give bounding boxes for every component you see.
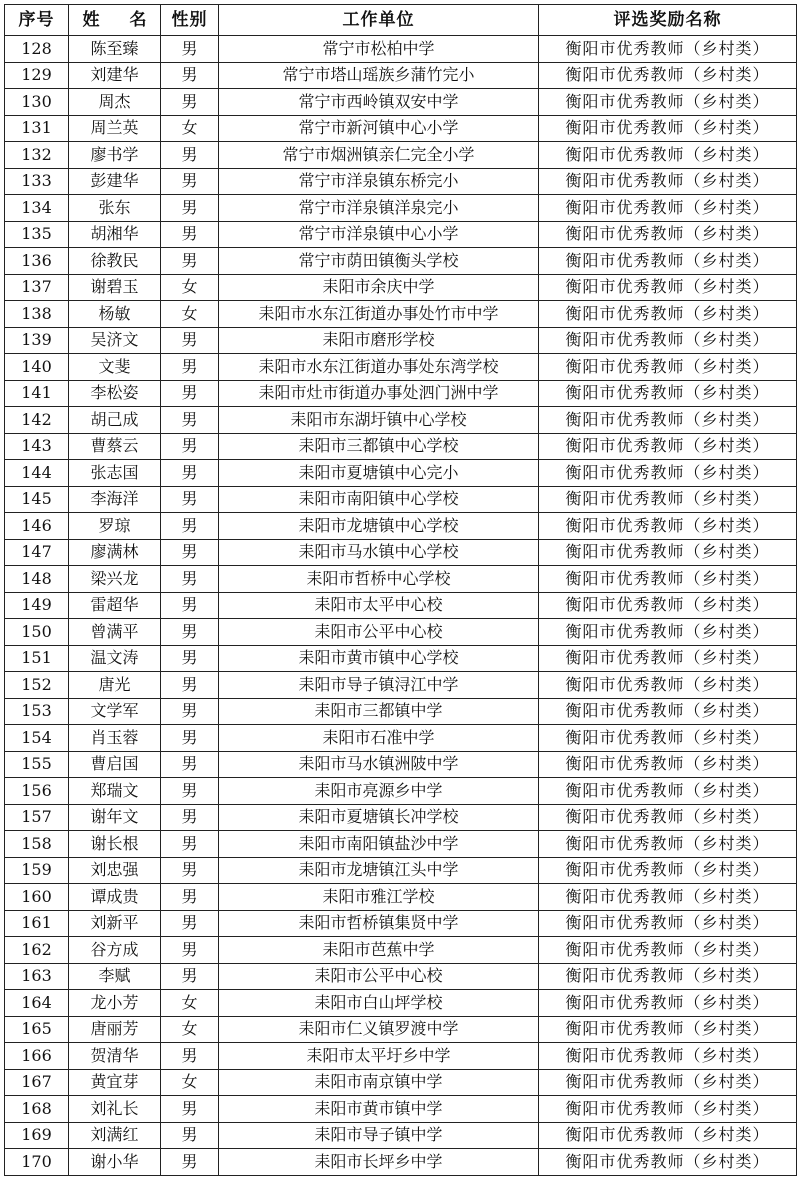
- cell-unit: 耒阳市太平中心校: [219, 592, 539, 619]
- cell-award: 衡阳市优秀教师（乡村类）: [539, 1016, 797, 1043]
- cell-no: 128: [5, 36, 69, 63]
- cell-sex: 男: [161, 248, 219, 275]
- table-row: [5, 592, 797, 619]
- table-row: [5, 645, 797, 672]
- cell-award: 衡阳市优秀教师（乡村类）: [539, 831, 797, 858]
- cell-name: 肖玉蓉: [69, 725, 161, 752]
- cell-unit: 耒阳市夏塘镇中心完小: [219, 460, 539, 487]
- cell-no: 144: [5, 460, 69, 487]
- cell-no: 151: [5, 645, 69, 672]
- cell-award: 衡阳市优秀教师（乡村类）: [539, 857, 797, 884]
- cell-award: 衡阳市优秀教师（乡村类）: [539, 619, 797, 646]
- cell-unit: 耒阳市水东江街道办事处东湾学校: [219, 354, 539, 381]
- cell-name: 李赋: [69, 963, 161, 990]
- table-row: [5, 115, 797, 142]
- table-row: [5, 380, 797, 407]
- table-row: [5, 539, 797, 566]
- cell-name: 谢小华: [69, 1149, 161, 1176]
- cell-unit: 耒阳市龙塘镇中心学校: [219, 513, 539, 540]
- cell-award: 衡阳市优秀教师（乡村类）: [539, 884, 797, 911]
- cell-award: 衡阳市优秀教师（乡村类）: [539, 725, 797, 752]
- cell-sex: 男: [161, 566, 219, 593]
- cell-unit: 耒阳市芭蕉中学: [219, 937, 539, 964]
- cell-unit: 耒阳市磨形学校: [219, 327, 539, 354]
- cell-award: 衡阳市优秀教师（乡村类）: [539, 407, 797, 434]
- cell-award: 衡阳市优秀教师（乡村类）: [539, 1043, 797, 1070]
- table-row: [5, 857, 797, 884]
- cell-award: 衡阳市优秀教师（乡村类）: [539, 168, 797, 195]
- cell-name: 唐光: [69, 672, 161, 699]
- cell-name: 廖满林: [69, 539, 161, 566]
- cell-name: 罗琼: [69, 513, 161, 540]
- cell-award: 衡阳市优秀教师（乡村类）: [539, 698, 797, 725]
- cell-award: 衡阳市优秀教师（乡村类）: [539, 486, 797, 513]
- cell-sex: 男: [161, 327, 219, 354]
- cell-no: 152: [5, 672, 69, 699]
- cell-name: 徐教民: [69, 248, 161, 275]
- cell-sex: 男: [161, 645, 219, 672]
- cell-no: 134: [5, 195, 69, 222]
- teacher-award-list: [4, 4, 796, 1200]
- table-row: [5, 327, 797, 354]
- table-row: [5, 36, 797, 63]
- cell-sex: 男: [161, 89, 219, 116]
- cell-award: 衡阳市优秀教师（乡村类）: [539, 1122, 797, 1149]
- cell-name: 胡己成: [69, 407, 161, 434]
- cell-no: 168: [5, 1096, 69, 1123]
- cell-sex: 男: [161, 1122, 219, 1149]
- cell-unit: 耒阳市公平中心校: [219, 963, 539, 990]
- cell-award: 衡阳市优秀教师（乡村类）: [539, 592, 797, 619]
- cell-name: 曹启国: [69, 751, 161, 778]
- cell-award: 衡阳市优秀教师（乡村类）: [539, 990, 797, 1017]
- cell-sex: 男: [161, 831, 219, 858]
- table-row: [5, 831, 797, 858]
- cell-no: 165: [5, 1016, 69, 1043]
- cell-name: 刘满红: [69, 1122, 161, 1149]
- cell-no: 158: [5, 831, 69, 858]
- cell-unit: 耒阳市黄市镇中学: [219, 1096, 539, 1123]
- table-row: [5, 248, 797, 275]
- cell-no: 147: [5, 539, 69, 566]
- cell-unit: 耒阳市导子镇中学: [219, 1122, 539, 1149]
- cell-no: 164: [5, 990, 69, 1017]
- cell-no: 132: [5, 142, 69, 169]
- cell-unit: 耒阳市南阳镇盐沙中学: [219, 831, 539, 858]
- cell-award: 衡阳市优秀教师（乡村类）: [539, 804, 797, 831]
- cell-award: 衡阳市优秀教师（乡村类）: [539, 142, 797, 169]
- cell-award: 衡阳市优秀教师（乡村类）: [539, 778, 797, 805]
- table-row: [5, 460, 797, 487]
- cell-sex: 男: [161, 380, 219, 407]
- cell-award: 衡阳市优秀教师（乡村类）: [539, 645, 797, 672]
- cell-no: 138: [5, 301, 69, 328]
- cell-no: 143: [5, 433, 69, 460]
- cell-award: 衡阳市优秀教师（乡村类）: [539, 910, 797, 937]
- cell-no: 150: [5, 619, 69, 646]
- table-row: [5, 884, 797, 911]
- cell-award: 衡阳市优秀教师（乡村类）: [539, 274, 797, 301]
- table-row: [5, 937, 797, 964]
- cell-unit: 耒阳市石准中学: [219, 725, 539, 752]
- cell-unit: 耒阳市三都镇中学: [219, 698, 539, 725]
- cell-sex: 男: [161, 539, 219, 566]
- cell-no: 170: [5, 1149, 69, 1176]
- cell-unit: 耒阳市南京镇中学: [219, 1069, 539, 1096]
- cell-sex: 男: [161, 884, 219, 911]
- table-row: [5, 354, 797, 381]
- cell-award: 衡阳市优秀教师（乡村类）: [539, 1069, 797, 1096]
- cell-sex: 男: [161, 460, 219, 487]
- cell-sex: 男: [161, 36, 219, 63]
- header-name: 姓 名: [69, 5, 161, 36]
- header-sex: 性别: [161, 5, 219, 36]
- table-row: [5, 963, 797, 990]
- cell-unit: 耒阳市白山坪学校: [219, 990, 539, 1017]
- cell-name: 李海洋: [69, 486, 161, 513]
- cell-sex: 女: [161, 1016, 219, 1043]
- cell-name: 龙小芳: [69, 990, 161, 1017]
- cell-sex: 女: [161, 274, 219, 301]
- table-row: [5, 804, 797, 831]
- cell-unit: 常宁市松柏中学: [219, 36, 539, 63]
- cell-unit: 耒阳市东湖圩镇中心学校: [219, 407, 539, 434]
- cell-sex: 女: [161, 301, 219, 328]
- cell-name: 张东: [69, 195, 161, 222]
- cell-award: 衡阳市优秀教师（乡村类）: [539, 380, 797, 407]
- cell-sex: 男: [161, 221, 219, 248]
- table-row: [5, 221, 797, 248]
- table-row: [5, 619, 797, 646]
- cell-sex: 男: [161, 592, 219, 619]
- cell-award: 衡阳市优秀教师（乡村类）: [539, 36, 797, 63]
- cell-no: 162: [5, 937, 69, 964]
- cell-award: 衡阳市优秀教师（乡村类）: [539, 327, 797, 354]
- cell-name: 谷方成: [69, 937, 161, 964]
- table-row: [5, 274, 797, 301]
- cell-unit: 耒阳市夏塘镇长冲学校: [219, 804, 539, 831]
- cell-unit: 耒阳市太平圩乡中学: [219, 1043, 539, 1070]
- cell-name: 陈至臻: [69, 36, 161, 63]
- table-row: [5, 433, 797, 460]
- cell-sex: 男: [161, 354, 219, 381]
- cell-name: 张志国: [69, 460, 161, 487]
- cell-name: 唐丽芳: [69, 1016, 161, 1043]
- cell-unit: 常宁市西岭镇双安中学: [219, 89, 539, 116]
- cell-no: 145: [5, 486, 69, 513]
- cell-award: 衡阳市优秀教师（乡村类）: [539, 62, 797, 89]
- table-row: [5, 62, 797, 89]
- cell-unit: 耒阳市灶市街道办事处泗门洲中学: [219, 380, 539, 407]
- cell-unit: 常宁市新河镇中心小学: [219, 115, 539, 142]
- cell-sex: 男: [161, 937, 219, 964]
- cell-award: 衡阳市优秀教师（乡村类）: [539, 115, 797, 142]
- cell-no: 136: [5, 248, 69, 275]
- header-row: [5, 5, 797, 36]
- cell-sex: 男: [161, 513, 219, 540]
- cell-sex: 男: [161, 407, 219, 434]
- cell-sex: 男: [161, 963, 219, 990]
- cell-sex: 男: [161, 751, 219, 778]
- table-row: [5, 195, 797, 222]
- cell-unit: 耒阳市长坪乡中学: [219, 1149, 539, 1176]
- cell-sex: 男: [161, 672, 219, 699]
- cell-name: 曹蔡云: [69, 433, 161, 460]
- cell-award: 衡阳市优秀教师（乡村类）: [539, 248, 797, 275]
- cell-no: 139: [5, 327, 69, 354]
- cell-unit: 耒阳市仁义镇罗渡中学: [219, 1016, 539, 1043]
- cell-sex: 男: [161, 1096, 219, 1123]
- cell-no: 160: [5, 884, 69, 911]
- table-row: [5, 672, 797, 699]
- cell-unit: 耒阳市哲桥中心学校: [219, 566, 539, 593]
- cell-name: 谭成贵: [69, 884, 161, 911]
- cell-award: 衡阳市优秀教师（乡村类）: [539, 433, 797, 460]
- cell-sex: 男: [161, 195, 219, 222]
- table-row: [5, 301, 797, 328]
- cell-award: 衡阳市优秀教师（乡村类）: [539, 301, 797, 328]
- cell-sex: 男: [161, 910, 219, 937]
- table-row: [5, 1043, 797, 1070]
- cell-no: 153: [5, 698, 69, 725]
- cell-unit: 耒阳市余庆中学: [219, 274, 539, 301]
- cell-name: 刘新平: [69, 910, 161, 937]
- cell-no: 167: [5, 1069, 69, 1096]
- cell-no: 166: [5, 1043, 69, 1070]
- cell-award: 衡阳市优秀教师（乡村类）: [539, 1096, 797, 1123]
- table-row: [5, 751, 797, 778]
- cell-no: 163: [5, 963, 69, 990]
- cell-sex: 男: [161, 778, 219, 805]
- cell-unit: 耒阳市南阳镇中心学校: [219, 486, 539, 513]
- cell-name: 雷超华: [69, 592, 161, 619]
- cell-unit: 耒阳市公平中心校: [219, 619, 539, 646]
- cell-name: 文学军: [69, 698, 161, 725]
- cell-unit: 耒阳市雅江学校: [219, 884, 539, 911]
- cell-award: 衡阳市优秀教师（乡村类）: [539, 460, 797, 487]
- cell-sex: 男: [161, 168, 219, 195]
- cell-award: 衡阳市优秀教师（乡村类）: [539, 513, 797, 540]
- cell-award: 衡阳市优秀教师（乡村类）: [539, 89, 797, 116]
- cell-no: 129: [5, 62, 69, 89]
- cell-no: 156: [5, 778, 69, 805]
- cell-award: 衡阳市优秀教师（乡村类）: [539, 354, 797, 381]
- table-row: [5, 698, 797, 725]
- table-row: [5, 513, 797, 540]
- table-row: [5, 407, 797, 434]
- cell-unit: 常宁市荫田镇衡头学校: [219, 248, 539, 275]
- cell-no: 146: [5, 513, 69, 540]
- cell-name: 周杰: [69, 89, 161, 116]
- cell-sex: 男: [161, 486, 219, 513]
- table-row: [5, 910, 797, 937]
- cell-sex: 男: [161, 433, 219, 460]
- table-row: [5, 168, 797, 195]
- cell-award: 衡阳市优秀教师（乡村类）: [539, 937, 797, 964]
- cell-name: 温文涛: [69, 645, 161, 672]
- table-row: [5, 1069, 797, 1096]
- cell-unit: 耒阳市三都镇中心学校: [219, 433, 539, 460]
- cell-no: 140: [5, 354, 69, 381]
- cell-unit: 耒阳市水东江街道办事处竹市中学: [219, 301, 539, 328]
- cell-name: 刘建华: [69, 62, 161, 89]
- cell-unit: 耒阳市导子镇浔江中学: [219, 672, 539, 699]
- cell-award: 衡阳市优秀教师（乡村类）: [539, 1149, 797, 1176]
- cell-sex: 男: [161, 142, 219, 169]
- cell-unit: 耒阳市马水镇洲陂中学: [219, 751, 539, 778]
- cell-name: 贺清华: [69, 1043, 161, 1070]
- table-row: [5, 1149, 797, 1176]
- cell-sex: 男: [161, 1149, 219, 1176]
- cell-no: 157: [5, 804, 69, 831]
- cell-name: 廖书学: [69, 142, 161, 169]
- cell-award: 衡阳市优秀教师（乡村类）: [539, 751, 797, 778]
- cell-name: 梁兴龙: [69, 566, 161, 593]
- cell-no: 148: [5, 566, 69, 593]
- cell-sex: 男: [161, 698, 219, 725]
- cell-name: 郑瑞文: [69, 778, 161, 805]
- cell-sex: 男: [161, 725, 219, 752]
- cell-name: 谢碧玉: [69, 274, 161, 301]
- table-row: [5, 89, 797, 116]
- table-body: [5, 36, 797, 1176]
- cell-name: 黄宜芽: [69, 1069, 161, 1096]
- cell-sex: 女: [161, 990, 219, 1017]
- cell-name: 吴济文: [69, 327, 161, 354]
- cell-no: 137: [5, 274, 69, 301]
- cell-unit: 常宁市洋泉镇洋泉完小: [219, 195, 539, 222]
- cell-no: 169: [5, 1122, 69, 1149]
- table-row: [5, 142, 797, 169]
- cell-award: 衡阳市优秀教师（乡村类）: [539, 539, 797, 566]
- cell-no: 133: [5, 168, 69, 195]
- cell-unit: 常宁市洋泉镇东桥完小: [219, 168, 539, 195]
- cell-name: 胡湘华: [69, 221, 161, 248]
- award-table: [4, 4, 797, 1176]
- cell-name: 刘忠强: [69, 857, 161, 884]
- cell-award: 衡阳市优秀教师（乡村类）: [539, 221, 797, 248]
- cell-sex: 男: [161, 62, 219, 89]
- cell-name: 彭建华: [69, 168, 161, 195]
- cell-sex: 女: [161, 1069, 219, 1096]
- cell-name: 谢年文: [69, 804, 161, 831]
- cell-no: 131: [5, 115, 69, 142]
- cell-name: 曾满平: [69, 619, 161, 646]
- cell-award: 衡阳市优秀教师（乡村类）: [539, 963, 797, 990]
- cell-award: 衡阳市优秀教师（乡村类）: [539, 672, 797, 699]
- table-row: [5, 566, 797, 593]
- cell-unit: 耒阳市哲桥镇集贤中学: [219, 910, 539, 937]
- table-row: [5, 990, 797, 1017]
- cell-award: 衡阳市优秀教师（乡村类）: [539, 566, 797, 593]
- cell-name: 周兰英: [69, 115, 161, 142]
- cell-no: 130: [5, 89, 69, 116]
- cell-no: 142: [5, 407, 69, 434]
- cell-sex: 男: [161, 857, 219, 884]
- cell-name: 杨敏: [69, 301, 161, 328]
- cell-no: 154: [5, 725, 69, 752]
- cell-unit: 耒阳市龙塘镇江头中学: [219, 857, 539, 884]
- header-no: 序号: [5, 5, 69, 36]
- cell-unit: 耒阳市亮源乡中学: [219, 778, 539, 805]
- cell-name: 谢长根: [69, 831, 161, 858]
- table-row: [5, 778, 797, 805]
- header-unit: 工作单位: [219, 5, 539, 36]
- cell-unit: 常宁市塔山瑶族乡蒲竹完小: [219, 62, 539, 89]
- cell-no: 161: [5, 910, 69, 937]
- table-row: [5, 486, 797, 513]
- cell-no: 155: [5, 751, 69, 778]
- cell-unit: 耒阳市马水镇中心学校: [219, 539, 539, 566]
- cell-sex: 男: [161, 1043, 219, 1070]
- cell-unit: 常宁市烟洲镇亲仁完全小学: [219, 142, 539, 169]
- cell-sex: 男: [161, 804, 219, 831]
- cell-no: 149: [5, 592, 69, 619]
- table-row: [5, 1016, 797, 1043]
- header-award: 评选奖励名称: [539, 5, 797, 36]
- cell-award: 衡阳市优秀教师（乡村类）: [539, 195, 797, 222]
- cell-no: 159: [5, 857, 69, 884]
- table-row: [5, 1122, 797, 1149]
- cell-no: 135: [5, 221, 69, 248]
- cell-name: 文斐: [69, 354, 161, 381]
- cell-sex: 女: [161, 115, 219, 142]
- cell-name: 李松姿: [69, 380, 161, 407]
- table-row: [5, 1096, 797, 1123]
- cell-unit: 常宁市洋泉镇中心小学: [219, 221, 539, 248]
- cell-sex: 男: [161, 619, 219, 646]
- cell-unit: 耒阳市黄市镇中心学校: [219, 645, 539, 672]
- cell-name: 刘礼长: [69, 1096, 161, 1123]
- table-row: [5, 725, 797, 752]
- cell-no: 141: [5, 380, 69, 407]
